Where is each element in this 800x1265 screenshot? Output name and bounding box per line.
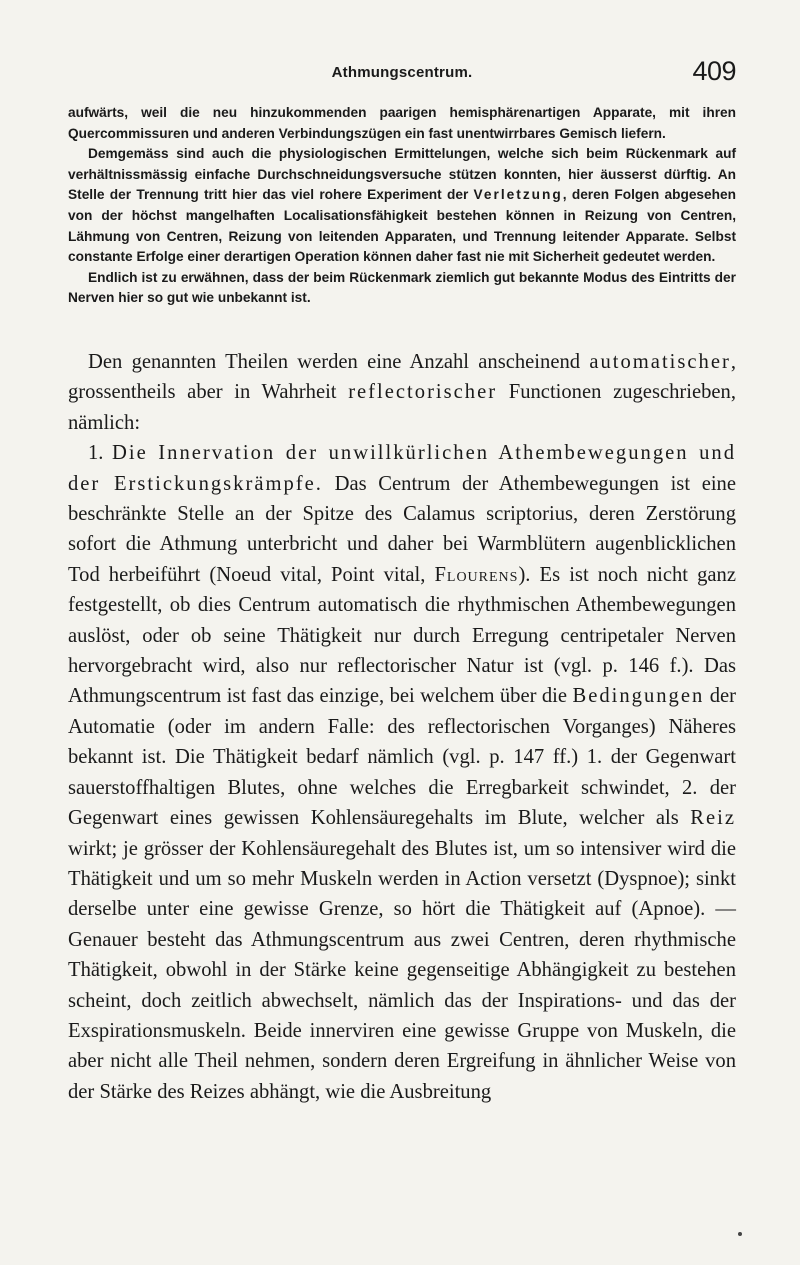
spaced-word-bedingungen: Bedingungen [572, 685, 705, 708]
spaced-word-reiz: Reiz [690, 807, 736, 830]
main-paragraph-1 [68, 347, 736, 438]
small-paragraph-3 [68, 268, 736, 309]
main-paragraph-2-text-b: ). Es ist noch nicht ganz festgestellt, ob dies Centrum automatisch die rhythmischen Athembewegungen auslöst, oder ob seine Thätigkeit nur durch Erregung centripetaler Nerven hervorgebracht wird, also nur reflectorischer Natur ist (vgl. p. 146 f.). Das Athmungscentrum ist fast das einzige, bei welchem über die [68, 563, 736, 708]
main-paragraph-2-text-a: Das Centrum der Athembewegungen ist eine beschränkte Stelle an der Spitze des Calamus scriptorius, deren Zerstörung sofort die Athmung unterbricht und daher bei Warmblütern augenblicklichen Tod herbeiführt (Noeud vital, Point vital, [68, 472, 736, 586]
main-paragraph-1-text-b: , grossentheils aber in Wahrheit [68, 351, 736, 404]
print-mark [738, 1232, 742, 1236]
small-paragraph-1-text: aufwärts, weil die neu hinzukommenden paarigen hemisphärenartigen Apparate, mit ihren Quercommissuren und anderen Verbindungszügen ein fast unentwirrbares Gemisch liefern. [68, 105, 736, 141]
small-paragraph-2-text-a: Demgemäss sind auch die physiologischen Ermittelungen, welche sich beim Rückenmark auf verhältnissmässig einfache Durchschneidungsversuche stützen konnten, hier äusserst dürftig. An Stelle der Trennung tritt hier das viel rohere Experiment der [68, 146, 736, 203]
small-paragraph-2 [68, 144, 736, 268]
main-paragraph-1-text-a: Den genannten Theilen werden eine Anzahl anscheinend [88, 351, 590, 373]
small-paragraph-2-text-b: , deren Folgen abgesehen von der höchst mangelhaften Localisationsfähigkeit bestehen können in Reizung von Centren, Lähmung von Centren, Reizung von leitenden Apparaten, und Trennung leitender Apparate. Selbst constante Erfolge einer derartigen Operation können daher fast nie mit Sicherheit gedeutet werden. [68, 187, 736, 265]
section-number: 1. [88, 442, 112, 465]
spaced-word-automatischer: automatischer [589, 351, 731, 373]
main-paragraph-2-text-c: der Automatie (oder im andern Falle: des reflectorischen Vorganges) Näheres bekannt ist. Die Thätigkeit bedarf nämlich (vgl. p. 147 ff.) 1. der Gegenwart sauerstoffhaltigen Blutes, ohne welches die Erregbarkeit schwindet, 2. der Gegenwart eines gewissen Kohlensäuregehalts im Blute, welcher als [68, 685, 736, 830]
small-paragraph-3-text: Endlich ist zu erwähnen, dass der beim Rückenmark ziemlich gut bekannte Modus des Eintritts der Nerven hier so gut wie unbekannt ist. [68, 269, 736, 306]
spaced-word-reflectorischer: reflectorischer [348, 381, 498, 404]
author-name-flourens: Flourens [434, 563, 519, 586]
section-title: Die Innervation der unwillkürlichen Athembewegungen und der Erstickungskrämpfe. [68, 442, 736, 495]
running-head: Athmungscentrum. [331, 64, 473, 81]
spaced-word-verletzung: Verletzung [473, 187, 563, 203]
main-paragraph-2 [68, 438, 736, 1107]
small-paragraph-1 [68, 103, 736, 144]
page-header [68, 56, 736, 96]
small-print-section [68, 103, 736, 309]
page-number: 409 [692, 56, 736, 86]
main-paragraph-2-text-d: wirkt; je grösser der Kohlensäuregehalt des Blutes ist, um so intensiver wird die Thätigkeit und um so mehr Muskeln werden in Action versetzt (Dyspnoe); sinkt derselbe unter eine gewisse Grenze, so hört die Thätigkeit auf (Apnoe). — Genauer besteht das Athmungscentrum aus zwei Centren, deren rhythmische Thätigkeit, obwohl in der Stärke keine gegenseitige Abhängigkeit zu bestehen scheint, doch zeitlich abwechselt, nämlich das der Inspirations- und das der Exspirationsmuskeln. Beide innerviren eine gewisse Gruppe von Muskeln, die aber nicht alle Theil nehmen, sondern deren Ergreifung in ähnlicher Weise von der Stärke des Reizes abhängt, wie die Ausbreitung [68, 837, 736, 1103]
main-text-section [68, 347, 736, 1107]
main-paragraph-1-text-c: Functionen zugeschrieben, nämlich: [68, 381, 736, 434]
